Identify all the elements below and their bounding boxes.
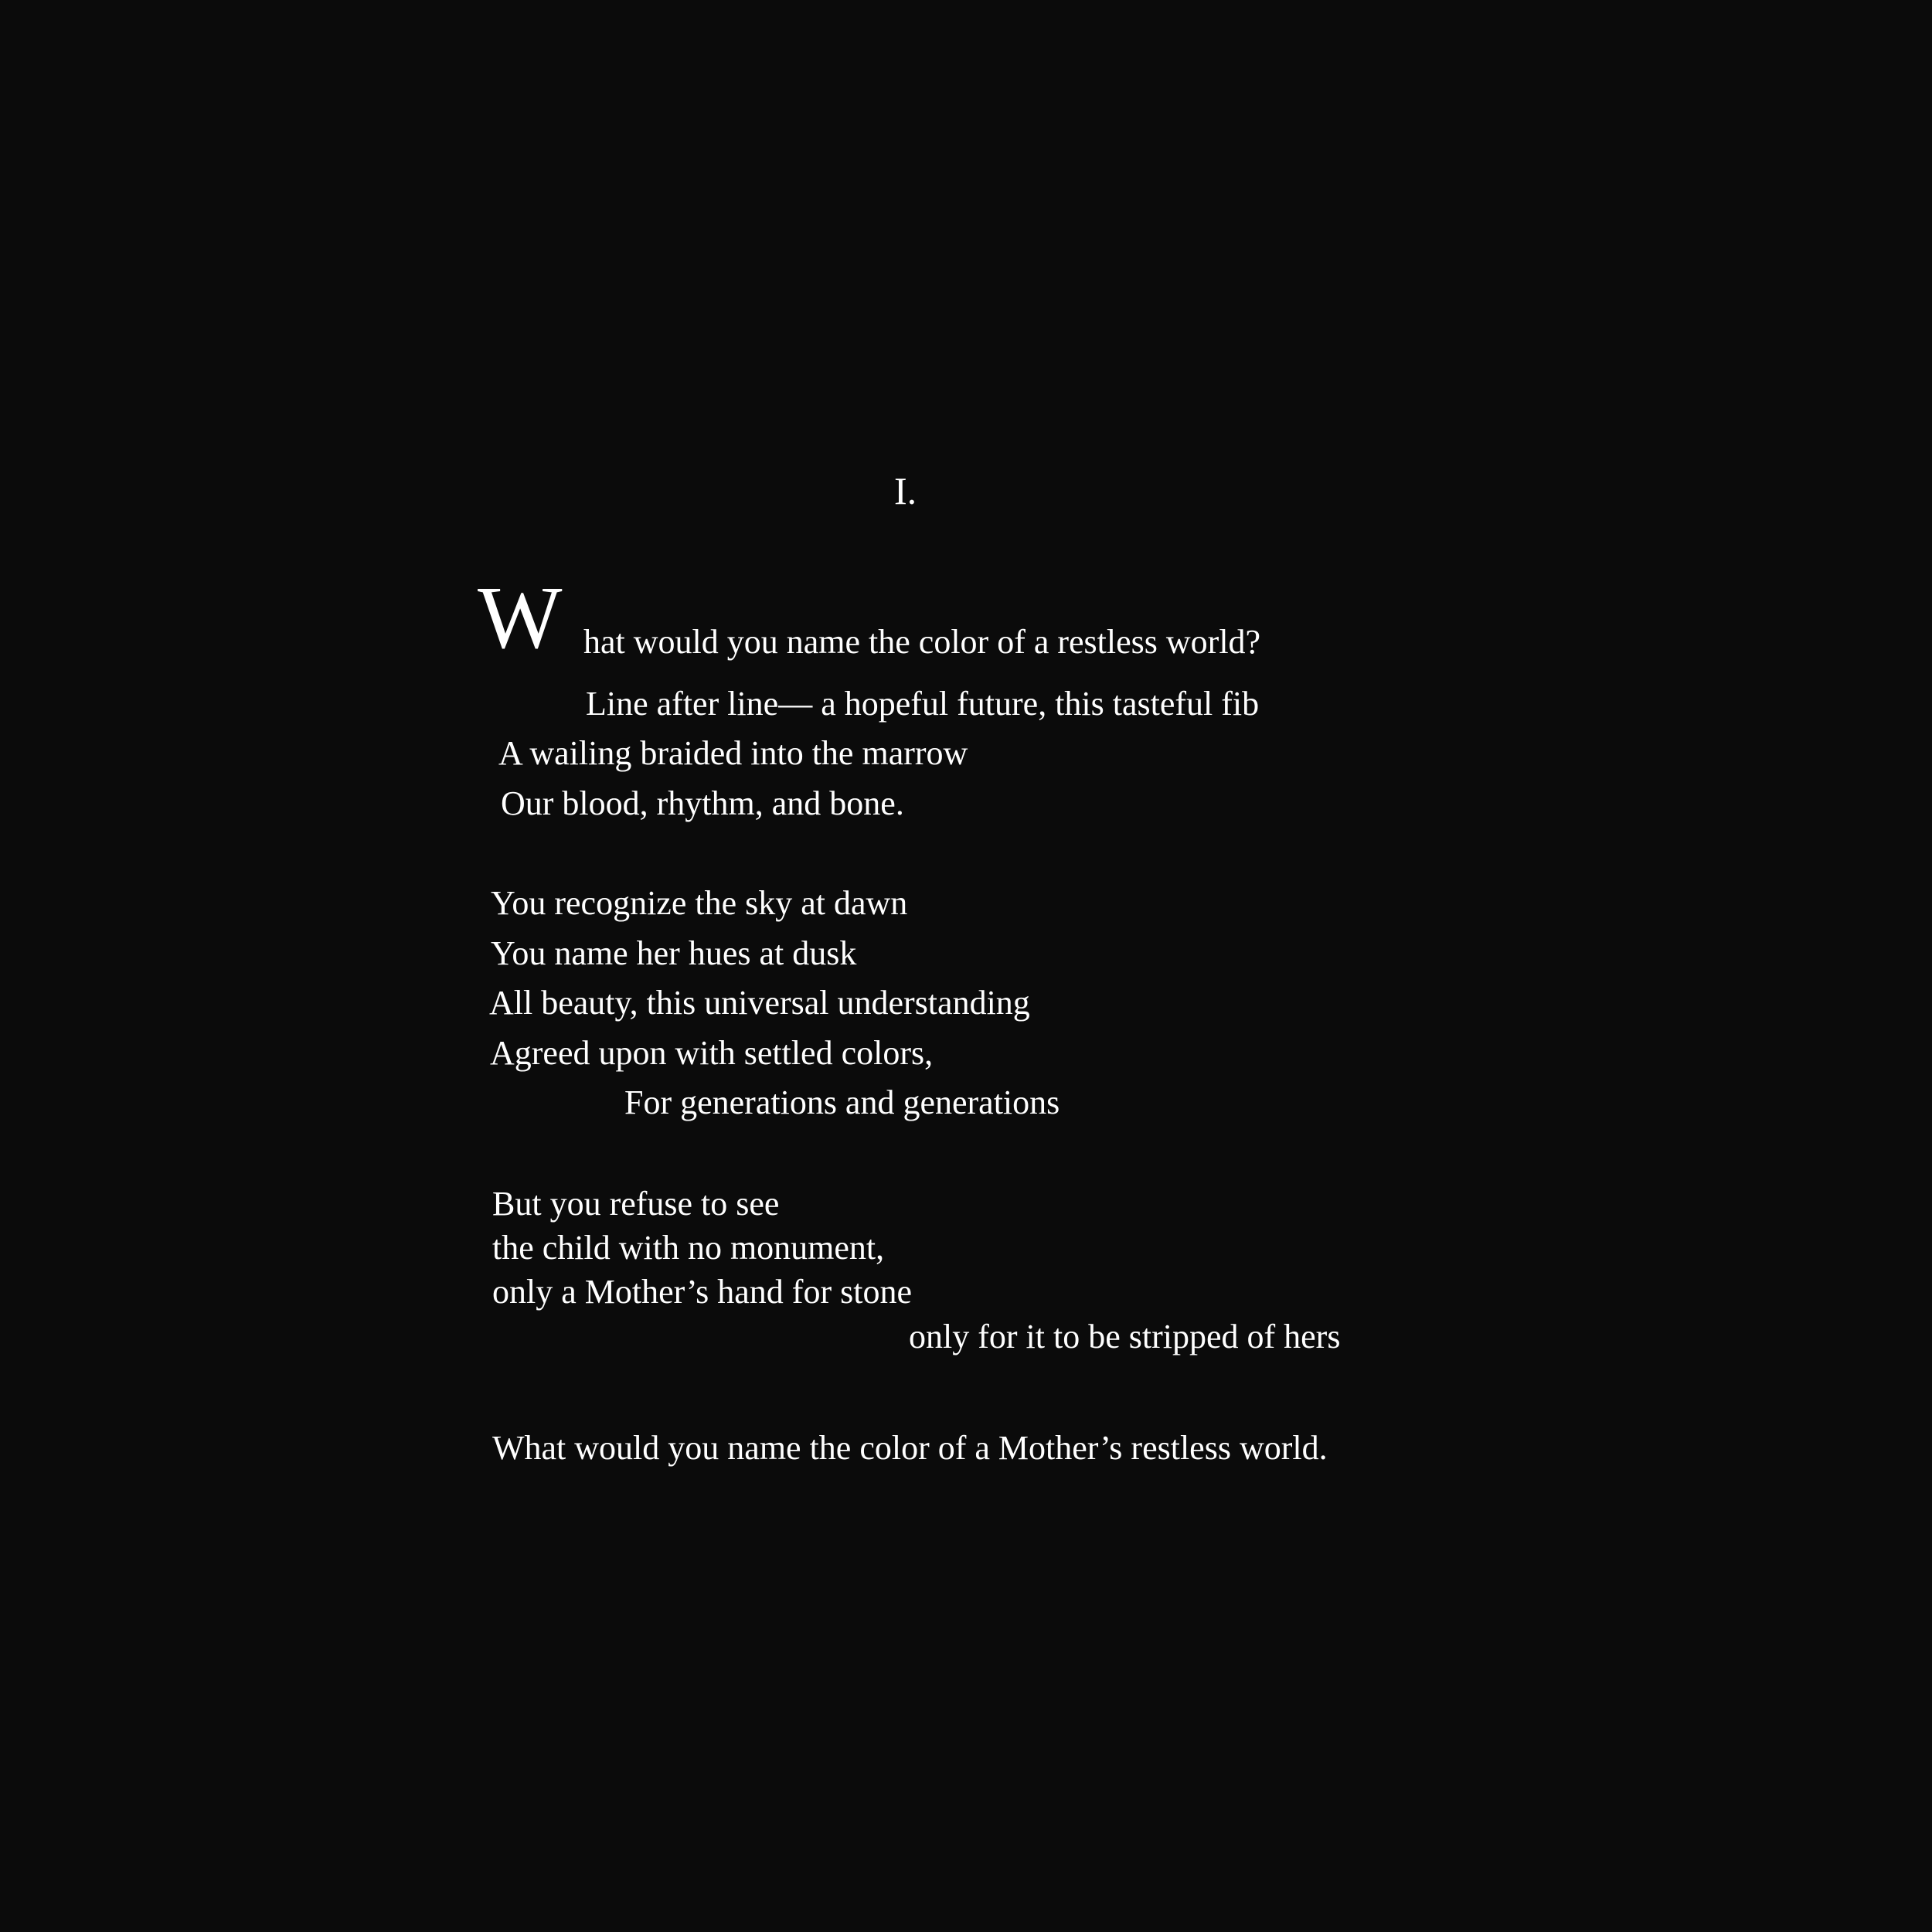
stanza2-line1: You recognize the sky at dawn <box>491 884 908 922</box>
stanza1-line1: hat would you name the color of a restless world? <box>583 623 1261 661</box>
stanza3-line3: only a Mother’s hand for stone <box>492 1273 912 1311</box>
stanza2-line3: All beauty, this universal understanding <box>489 984 1030 1022</box>
closing-line: What would you name the color of a Mother’s restless world. <box>492 1429 1328 1467</box>
stanza1-line2: Line after line— a hopeful future, this tasteful fib <box>586 685 1260 723</box>
stanza1-line3: A wailing braided into the marrow <box>498 734 968 772</box>
stanza2-line5: For generations and generations <box>624 1083 1060 1121</box>
section-numeral: I. <box>894 469 917 512</box>
stanza3-line4: only for it to be stripped of hers <box>909 1318 1341 1355</box>
stanza2-line2: You name her hues at dusk <box>491 934 857 972</box>
stanza3-line2: the child with no monument, <box>492 1229 885 1267</box>
stanza3-line1: But you refuse to see <box>492 1185 780 1223</box>
drop-cap: W <box>478 569 563 668</box>
stanza1-line4: Our blood, rhythm, and bone. <box>501 784 904 822</box>
stanza2-line4: Agreed upon with settled colors, <box>490 1034 934 1072</box>
